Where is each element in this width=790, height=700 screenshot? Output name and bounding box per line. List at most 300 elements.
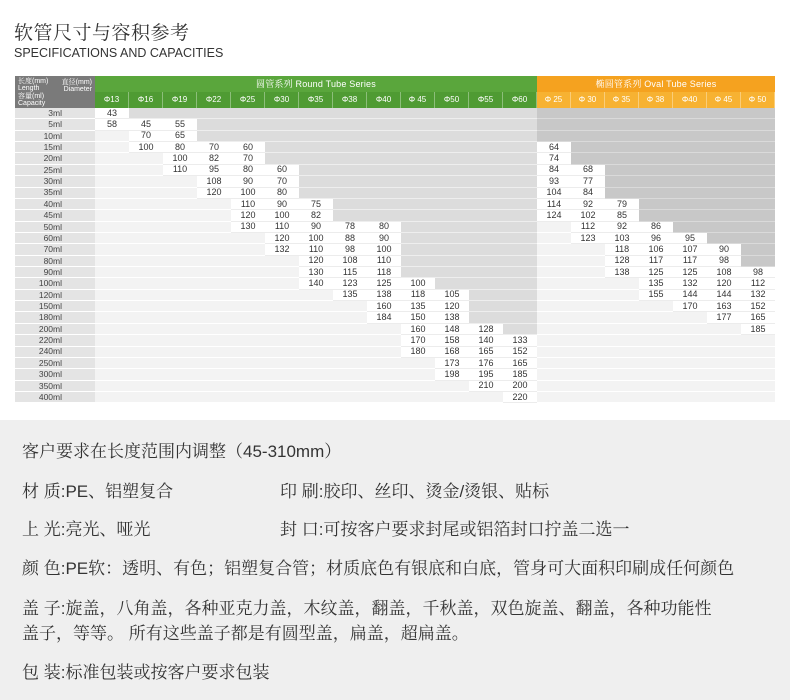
oval-empty-cell xyxy=(605,381,639,392)
notes-panel xyxy=(0,420,790,700)
oval-empty-cell xyxy=(537,381,571,392)
round-empty-cell xyxy=(299,176,333,187)
round-empty-cell xyxy=(265,347,299,358)
oval-empty-cell xyxy=(741,256,775,267)
round-empty-cell xyxy=(299,358,333,369)
round-tube-length-cell: 120 xyxy=(265,233,299,244)
round-empty-cell xyxy=(231,278,265,289)
round-tube-length-cell: 128 xyxy=(469,324,503,335)
spec-table xyxy=(15,76,775,404)
round-empty-cell xyxy=(435,119,469,130)
oval-tube-length-cell: 117 xyxy=(673,256,707,267)
oval-diameter-header: Φ 45 xyxy=(707,92,741,108)
round-empty-cell xyxy=(231,108,265,119)
round-tube-length-cell: 65 xyxy=(163,131,197,142)
oval-empty-cell xyxy=(707,153,741,164)
oval-empty-cell xyxy=(707,165,741,176)
round-empty-cell xyxy=(129,233,163,244)
round-empty-cell xyxy=(231,233,265,244)
round-tube-length-cell: 120 xyxy=(299,256,333,267)
material-note: 材 质:PE、铝塑复合 xyxy=(22,482,174,501)
round-empty-cell xyxy=(469,142,503,153)
oval-diameter-header: Φ40 xyxy=(673,92,707,108)
round-empty-cell xyxy=(333,199,367,210)
round-empty-cell xyxy=(163,267,197,278)
oval-empty-cell xyxy=(673,358,707,369)
capacity-row-label: 20ml xyxy=(15,153,95,164)
diameter-label-en: Diameter xyxy=(63,86,92,93)
round-empty-cell xyxy=(163,358,197,369)
round-empty-cell xyxy=(129,369,163,380)
round-empty-cell xyxy=(95,153,129,164)
oval-empty-cell xyxy=(741,142,775,153)
oval-diameter-header: Φ 50 xyxy=(741,92,775,108)
round-empty-cell xyxy=(299,165,333,176)
capacity-row-label: 50ml xyxy=(15,222,95,233)
oval-empty-cell xyxy=(707,222,741,233)
oval-empty-cell xyxy=(741,108,775,119)
round-tube-length-cell: 100 xyxy=(265,210,299,221)
printing-note: 印 刷:胶印、丝印、烫金/烫银、贴标 xyxy=(280,482,550,501)
round-empty-cell xyxy=(435,131,469,142)
oval-empty-cell xyxy=(537,301,571,312)
oval-tube-length-cell: 112 xyxy=(571,222,605,233)
round-empty-cell xyxy=(265,153,299,164)
round-empty-cell xyxy=(333,312,367,323)
oval-tube-length-cell: 124 xyxy=(537,210,571,221)
oval-tube-length-cell: 95 xyxy=(673,233,707,244)
round-tube-length-cell: 140 xyxy=(469,335,503,346)
round-empty-cell xyxy=(435,176,469,187)
round-tube-length-cell: 150 xyxy=(401,312,435,323)
round-empty-cell xyxy=(401,210,435,221)
length-note: 客户要求在长度范围内调整（45-310mm） xyxy=(22,442,342,461)
round-tube-length-cell: 130 xyxy=(231,222,265,233)
round-empty-cell xyxy=(265,335,299,346)
page-title: 软管尺寸与容积参考 xyxy=(14,23,190,44)
round-empty-cell xyxy=(469,153,503,164)
oval-empty-cell xyxy=(707,335,741,346)
round-empty-cell xyxy=(469,131,503,142)
oval-empty-cell xyxy=(571,301,605,312)
round-empty-cell xyxy=(503,165,537,176)
round-empty-cell xyxy=(401,256,435,267)
oval-empty-cell xyxy=(639,301,673,312)
round-empty-cell xyxy=(129,335,163,346)
oval-tube-length-cell: 93 xyxy=(537,176,571,187)
round-empty-cell xyxy=(435,153,469,164)
round-empty-cell xyxy=(333,188,367,199)
round-empty-cell xyxy=(299,347,333,358)
round-empty-cell xyxy=(469,312,503,323)
round-empty-cell xyxy=(333,392,367,403)
round-empty-cell xyxy=(401,131,435,142)
round-series-header: 圆管系列 Round Tube Series xyxy=(95,76,537,92)
round-empty-cell xyxy=(333,335,367,346)
round-empty-cell xyxy=(95,278,129,289)
oval-empty-cell xyxy=(571,267,605,278)
oval-tube-length-cell: 103 xyxy=(605,233,639,244)
round-tube-length-cell: 70 xyxy=(231,153,265,164)
round-empty-cell xyxy=(95,222,129,233)
oval-empty-cell xyxy=(537,358,571,369)
round-empty-cell xyxy=(469,188,503,199)
round-empty-cell xyxy=(367,153,401,164)
oval-tube-length-cell: 104 xyxy=(537,188,571,199)
oval-empty-cell xyxy=(639,347,673,358)
round-empty-cell xyxy=(163,392,197,403)
round-empty-cell xyxy=(299,131,333,142)
capacity-row-label: 350ml xyxy=(15,381,95,392)
round-empty-cell xyxy=(197,290,231,301)
round-empty-cell xyxy=(163,188,197,199)
round-empty-cell xyxy=(367,188,401,199)
round-empty-cell xyxy=(129,176,163,187)
round-tube-length-cell: 135 xyxy=(401,301,435,312)
round-empty-cell xyxy=(435,267,469,278)
round-empty-cell xyxy=(163,290,197,301)
round-tube-length-cell: 75 xyxy=(299,199,333,210)
round-empty-cell xyxy=(129,347,163,358)
round-empty-cell xyxy=(503,324,537,335)
round-empty-cell xyxy=(163,256,197,267)
oval-empty-cell xyxy=(605,392,639,403)
sealing-note: 封 口:可按客户要求封尾或铝箔封口拧盖二选一 xyxy=(280,520,630,539)
capacity-row-label: 15ml xyxy=(15,142,95,153)
round-empty-cell xyxy=(299,392,333,403)
oval-empty-cell xyxy=(741,233,775,244)
round-empty-cell xyxy=(231,335,265,346)
round-empty-cell xyxy=(401,244,435,255)
oval-empty-cell xyxy=(571,108,605,119)
round-tube-length-cell: 90 xyxy=(265,199,299,210)
round-tube-length-cell: 165 xyxy=(469,347,503,358)
capacity-row-label: 300ml xyxy=(15,369,95,380)
round-empty-cell xyxy=(197,347,231,358)
round-tube-length-cell: 82 xyxy=(197,153,231,164)
oval-empty-cell xyxy=(639,312,673,323)
capacity-row-label: 150ml xyxy=(15,301,95,312)
round-empty-cell xyxy=(129,153,163,164)
round-tube-length-cell: 105 xyxy=(435,290,469,301)
round-empty-cell xyxy=(401,165,435,176)
round-empty-cell xyxy=(333,381,367,392)
oval-empty-cell xyxy=(707,188,741,199)
round-empty-cell xyxy=(367,358,401,369)
round-empty-cell xyxy=(231,301,265,312)
round-tube-length-cell: 115 xyxy=(333,267,367,278)
round-empty-cell xyxy=(367,381,401,392)
round-empty-cell xyxy=(197,392,231,403)
round-tube-length-cell: 176 xyxy=(469,358,503,369)
round-empty-cell xyxy=(503,256,537,267)
oval-tube-length-cell: 128 xyxy=(605,256,639,267)
oval-empty-cell xyxy=(639,176,673,187)
round-tube-length-cell: 133 xyxy=(503,335,537,346)
oval-empty-cell xyxy=(571,142,605,153)
round-empty-cell xyxy=(129,108,163,119)
round-empty-cell xyxy=(299,312,333,323)
oval-tube-length-cell: 84 xyxy=(537,165,571,176)
round-empty-cell xyxy=(129,188,163,199)
capacity-row-label: 3ml xyxy=(15,108,95,119)
oval-tube-length-cell: 98 xyxy=(707,256,741,267)
round-empty-cell xyxy=(265,267,299,278)
round-tube-length-cell: 123 xyxy=(333,278,367,289)
oval-empty-cell xyxy=(537,347,571,358)
oval-empty-cell xyxy=(741,188,775,199)
oval-empty-cell xyxy=(707,108,741,119)
oval-empty-cell xyxy=(741,131,775,142)
round-empty-cell xyxy=(435,244,469,255)
round-empty-cell xyxy=(163,233,197,244)
round-diameter-header: Φ 45 xyxy=(401,92,435,108)
oval-empty-cell xyxy=(741,244,775,255)
oval-empty-cell xyxy=(605,312,639,323)
oval-empty-cell xyxy=(707,347,741,358)
oval-empty-cell xyxy=(673,142,707,153)
round-tube-length-cell: 80 xyxy=(367,222,401,233)
capacity-row-label: 240ml xyxy=(15,347,95,358)
round-tube-length-cell: 165 xyxy=(503,358,537,369)
round-empty-cell xyxy=(95,301,129,312)
round-tube-length-cell: 80 xyxy=(231,165,265,176)
round-diameter-header: Φ40 xyxy=(367,92,401,108)
round-empty-cell xyxy=(163,210,197,221)
oval-empty-cell xyxy=(639,392,673,403)
round-empty-cell xyxy=(401,188,435,199)
round-empty-cell xyxy=(333,142,367,153)
capacity-row-label: 220ml xyxy=(15,335,95,346)
round-empty-cell xyxy=(129,324,163,335)
oval-empty-cell xyxy=(571,347,605,358)
oval-empty-cell xyxy=(639,199,673,210)
round-tube-length-cell: 98 xyxy=(333,244,367,255)
round-empty-cell xyxy=(469,199,503,210)
round-empty-cell xyxy=(129,210,163,221)
round-empty-cell xyxy=(265,290,299,301)
oval-series-header: 椭圆管系列 Oval Tube Series xyxy=(537,76,775,92)
round-tube-length-cell: 95 xyxy=(197,165,231,176)
round-tube-length-cell: 152 xyxy=(503,347,537,358)
oval-tube-length-cell: 102 xyxy=(571,210,605,221)
oval-empty-cell xyxy=(639,131,673,142)
oval-empty-cell xyxy=(571,290,605,301)
oval-empty-cell xyxy=(673,324,707,335)
oval-empty-cell xyxy=(741,222,775,233)
round-tube-length-cell: 200 xyxy=(503,381,537,392)
round-empty-cell xyxy=(401,233,435,244)
round-empty-cell xyxy=(435,222,469,233)
round-tube-length-cell: 78 xyxy=(333,222,367,233)
oval-empty-cell xyxy=(605,301,639,312)
oval-empty-cell xyxy=(537,392,571,403)
round-empty-cell xyxy=(95,131,129,142)
round-tube-length-cell: 184 xyxy=(367,312,401,323)
round-tube-length-cell: 220 xyxy=(503,392,537,403)
round-empty-cell xyxy=(299,324,333,335)
round-empty-cell xyxy=(469,290,503,301)
oval-empty-cell xyxy=(537,312,571,323)
round-empty-cell xyxy=(333,108,367,119)
round-diameter-header: Φ30 xyxy=(265,92,299,108)
oval-empty-cell xyxy=(571,381,605,392)
capacity-row-label: 40ml xyxy=(15,199,95,210)
round-empty-cell xyxy=(469,165,503,176)
oval-empty-cell xyxy=(605,108,639,119)
oval-empty-cell xyxy=(673,222,707,233)
oval-tube-length-cell: 112 xyxy=(741,278,775,289)
oval-empty-cell xyxy=(673,392,707,403)
oval-empty-cell xyxy=(741,347,775,358)
oval-empty-cell xyxy=(571,312,605,323)
oval-empty-cell xyxy=(537,256,571,267)
round-empty-cell xyxy=(299,188,333,199)
round-empty-cell xyxy=(469,278,503,289)
oval-empty-cell xyxy=(639,188,673,199)
capacity-row-label: 250ml xyxy=(15,358,95,369)
oval-empty-cell xyxy=(639,358,673,369)
round-empty-cell xyxy=(95,312,129,323)
round-empty-cell xyxy=(197,131,231,142)
round-empty-cell xyxy=(401,108,435,119)
round-empty-cell xyxy=(197,301,231,312)
oval-empty-cell xyxy=(741,199,775,210)
round-empty-cell xyxy=(435,188,469,199)
round-empty-cell xyxy=(197,244,231,255)
oval-tube-length-cell: 68 xyxy=(571,165,605,176)
oval-tube-length-cell: 135 xyxy=(639,278,673,289)
capacity-row-label: 25ml xyxy=(15,165,95,176)
oval-tube-length-cell: 170 xyxy=(673,301,707,312)
round-tube-length-cell: 160 xyxy=(401,324,435,335)
round-empty-cell xyxy=(265,312,299,323)
oval-empty-cell xyxy=(639,324,673,335)
round-tube-length-cell: 70 xyxy=(197,142,231,153)
round-empty-cell xyxy=(95,381,129,392)
round-empty-cell xyxy=(333,176,367,187)
round-empty-cell xyxy=(503,210,537,221)
round-empty-cell xyxy=(265,301,299,312)
round-empty-cell xyxy=(129,290,163,301)
round-tube-length-cell: 58 xyxy=(95,119,129,130)
oval-empty-cell xyxy=(571,335,605,346)
round-tube-length-cell: 130 xyxy=(299,267,333,278)
oval-tube-length-cell: 125 xyxy=(639,267,673,278)
round-empty-cell xyxy=(197,199,231,210)
round-tube-length-cell: 70 xyxy=(265,176,299,187)
round-tube-length-cell: 118 xyxy=(367,267,401,278)
round-empty-cell xyxy=(163,324,197,335)
round-empty-cell xyxy=(401,142,435,153)
round-empty-cell xyxy=(163,222,197,233)
oval-empty-cell xyxy=(673,369,707,380)
round-empty-cell xyxy=(401,176,435,187)
round-tube-length-cell: 198 xyxy=(435,369,469,380)
oval-empty-cell xyxy=(741,358,775,369)
round-empty-cell xyxy=(129,278,163,289)
color-note: 颜 色:PE软：透明、有色；铝塑复合管；材质底色有银底和白底，管身可大面积印刷成任何颜色 xyxy=(22,559,735,578)
oval-diameter-header: Φ 38 xyxy=(639,92,673,108)
round-empty-cell xyxy=(95,165,129,176)
round-empty-cell xyxy=(503,312,537,323)
round-empty-cell xyxy=(129,392,163,403)
round-tube-length-cell: 170 xyxy=(401,335,435,346)
oval-empty-cell xyxy=(673,210,707,221)
round-empty-cell xyxy=(163,176,197,187)
round-tube-length-cell: 100 xyxy=(367,244,401,255)
round-tube-length-cell: 100 xyxy=(163,153,197,164)
oval-empty-cell xyxy=(673,108,707,119)
oval-empty-cell xyxy=(605,324,639,335)
round-empty-cell xyxy=(299,108,333,119)
oval-empty-cell xyxy=(741,210,775,221)
oval-empty-cell xyxy=(571,392,605,403)
oval-empty-cell xyxy=(537,369,571,380)
round-empty-cell xyxy=(95,210,129,221)
capacity-row-label: 30ml xyxy=(15,176,95,187)
round-empty-cell xyxy=(333,210,367,221)
round-empty-cell xyxy=(299,119,333,130)
round-empty-cell xyxy=(231,131,265,142)
round-tube-length-cell: 195 xyxy=(469,369,503,380)
round-empty-cell xyxy=(401,267,435,278)
oval-empty-cell xyxy=(707,210,741,221)
round-empty-cell xyxy=(367,176,401,187)
round-empty-cell xyxy=(401,153,435,164)
length-label-cn: 长度(mm) xyxy=(18,78,49,85)
round-empty-cell xyxy=(367,369,401,380)
oval-tube-length-cell: 90 xyxy=(707,244,741,255)
round-tube-length-cell: 110 xyxy=(367,256,401,267)
packaging-note: 包 装:标准包装或按客户要求包装 xyxy=(22,663,270,682)
round-empty-cell xyxy=(231,392,265,403)
round-empty-cell xyxy=(129,267,163,278)
round-tube-length-cell: 108 xyxy=(197,176,231,187)
round-empty-cell xyxy=(333,153,367,164)
oval-empty-cell xyxy=(571,256,605,267)
round-empty-cell xyxy=(129,256,163,267)
round-diameter-header: Φ25 xyxy=(231,92,265,108)
oval-empty-cell xyxy=(605,290,639,301)
oval-empty-cell xyxy=(571,153,605,164)
round-empty-cell xyxy=(129,381,163,392)
round-empty-cell xyxy=(197,119,231,130)
round-empty-cell xyxy=(333,301,367,312)
round-empty-cell xyxy=(469,256,503,267)
oval-empty-cell xyxy=(571,278,605,289)
oval-tube-length-cell: 98 xyxy=(741,267,775,278)
round-empty-cell xyxy=(197,210,231,221)
round-tube-length-cell: 100 xyxy=(129,142,163,153)
round-tube-length-cell: 120 xyxy=(231,210,265,221)
round-empty-cell xyxy=(95,358,129,369)
round-diameter-header: Φ19 xyxy=(163,92,197,108)
round-empty-cell xyxy=(435,392,469,403)
round-empty-cell xyxy=(401,392,435,403)
capacity-row-label: 10ml xyxy=(15,131,95,142)
round-tube-length-cell: 90 xyxy=(231,176,265,187)
oval-diameter-header: Φ 25 xyxy=(537,92,571,108)
oval-empty-cell xyxy=(605,119,639,130)
round-empty-cell xyxy=(367,165,401,176)
round-empty-cell xyxy=(503,199,537,210)
oval-empty-cell xyxy=(537,335,571,346)
round-empty-cell xyxy=(163,369,197,380)
oval-empty-cell xyxy=(741,119,775,130)
round-empty-cell xyxy=(503,176,537,187)
round-tube-length-cell: 135 xyxy=(333,290,367,301)
